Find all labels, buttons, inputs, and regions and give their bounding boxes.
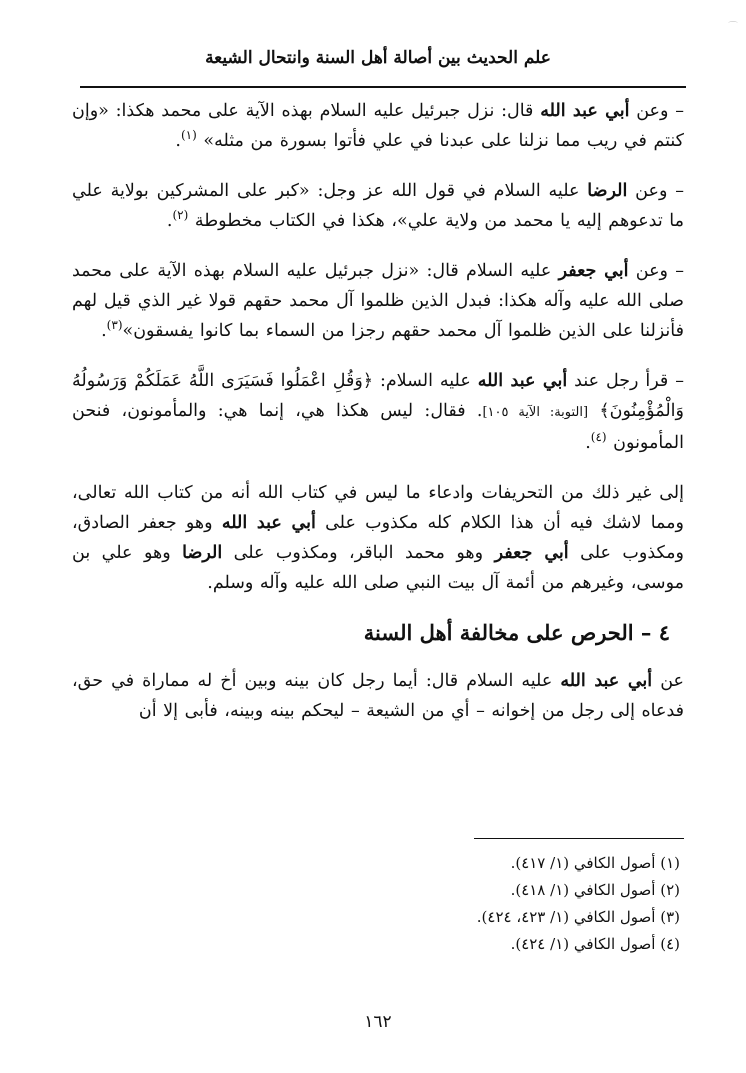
footnotes-list bbox=[72, 850, 684, 958]
period: . bbox=[101, 321, 107, 341]
narrator-name: أبي عبد الله bbox=[540, 101, 630, 121]
footnote-marker[interactable]: (٤) bbox=[590, 430, 607, 445]
dash: – bbox=[668, 101, 684, 121]
narrator-name: أبي جعفر bbox=[558, 261, 629, 281]
footnote-marker[interactable]: (٣) bbox=[106, 318, 123, 333]
page-number: ١٦٢ bbox=[364, 1012, 392, 1032]
footnote-item: (٤) أصول الكافي (١/ ٤٢٤). bbox=[510, 935, 680, 953]
lead-text: عن bbox=[652, 671, 684, 691]
header-rule bbox=[80, 86, 686, 88]
lead-text: وعن bbox=[629, 101, 669, 121]
period: . bbox=[166, 211, 173, 231]
narrator-name: الرضا bbox=[587, 181, 628, 201]
narration-paragraph-1 bbox=[72, 96, 684, 156]
section-paragraph bbox=[72, 666, 684, 726]
closing-text-1: إلى غير ذلك من التحريفات وادعاء ما ليس في كتاب الله أنه من كتاب الله تعالى، ومما لاشك فيه أن هذا الكلام كله مكذوب على bbox=[72, 483, 684, 533]
lead-text: قرأ رجل عند bbox=[567, 371, 669, 391]
closing-text-3: وهو محمد الباقر، ومكذوب على bbox=[222, 543, 495, 563]
scan-corner-mark: ⌒ bbox=[728, 22, 738, 33]
page-body bbox=[72, 96, 684, 746]
closing-text-4: وهو علي بن موسى، وغيرهم من أئمة آل بيت النبي صلى الله عليه وآله وسلم. bbox=[72, 543, 684, 593]
quran-verse: ﴿وَقُلِ اعْمَلُوا فَسَيَرَى اللَّهُ عَمَلَكُمْ وَرَسُولُهُ وَالْمُؤْمِنُونَ﴾ bbox=[72, 371, 684, 421]
narration-text: عليه السلام في قول الله عز وجل: «كبر على المشركين بولاية علي ما تدعوهم إليه يا محمد من ولاية علي»، هكذا في الكتاب مخطوطة bbox=[72, 181, 684, 231]
running-header: علم الحديث بين أصالة أهل السنة وانتحال الشيعة bbox=[205, 48, 551, 68]
narration-text: عليه السلام: bbox=[373, 371, 478, 391]
footnote-marker[interactable]: (١) bbox=[180, 128, 197, 143]
narration-paragraph-4 bbox=[72, 366, 684, 458]
period: . bbox=[175, 131, 181, 151]
footnote-marker[interactable]: (٢) bbox=[172, 208, 189, 223]
period: . bbox=[585, 433, 591, 453]
narrator-name: أبي جعفر bbox=[494, 543, 569, 563]
dash: – bbox=[667, 181, 684, 201]
narrator-name: الرضا bbox=[182, 543, 223, 563]
closing-paragraph bbox=[72, 478, 684, 598]
lead-text: وعن bbox=[627, 181, 668, 201]
narration-text: قال: نزل جبرئيل عليه السلام بهذه الآية على محمد هكذا: «وإن كنتم في ريب مما نزلنا على عبدنا في علي فأتوا بسورة من مثله» bbox=[72, 101, 684, 151]
narrator-name: أبي عبد الله bbox=[221, 513, 316, 533]
narration-text-continued: . فقال: ليس هكذا هي، إنما هي: والمأمونون، فنحن المأمونون bbox=[72, 401, 684, 453]
lead-text: وعن bbox=[628, 261, 668, 281]
surah-reference: [التوبة: الآية ١٠٥] bbox=[482, 405, 589, 420]
narration-text: عليه السلام قال: «نزل جبرئيل عليه السلام بهذه الآية على محمد صلى الله عليه وآله هكذا: فبدل الذين ظلموا آل محمد حقهم قولا غير الذي قيل لهم فأنزلنا على الذين ظلموا آل محمد حقهم رجزا من السماء بما كانوا يفسقون» bbox=[72, 261, 684, 341]
narration-paragraph-3 bbox=[72, 256, 684, 346]
dash: – bbox=[667, 261, 685, 281]
footnote-item: (١) أصول الكافي (١/ ٤١٧). bbox=[510, 854, 680, 872]
narration-paragraph-2 bbox=[72, 176, 684, 236]
footnote-item: (٢) أصول الكافي (١/ ٤١٨). bbox=[510, 881, 680, 899]
section-heading: ٤ – الحرص على مخالفة أهل السنة bbox=[363, 620, 670, 645]
dash: – bbox=[668, 371, 684, 391]
narration-text: عليه السلام قال: أيما رجل كان بينه وبين أخ له مماراة في حق، فدعاه إلى رجل من إخوانه – أي من الشيعة – ليحكم بينه وبينه، فأبى إلا أن bbox=[72, 671, 684, 721]
book-page bbox=[72, 0, 684, 1073]
footnote-item: (٣) أصول الكافي (١/ ٤٢٣، ٤٢٤). bbox=[476, 908, 680, 926]
closing-text-2: وهو جعفر الصادق، ومكذوب على bbox=[72, 513, 685, 563]
narrator-name: أبي عبد الله bbox=[560, 671, 653, 691]
narrator-name: أبي عبد الله bbox=[477, 371, 568, 391]
footnote-separator bbox=[474, 838, 684, 839]
